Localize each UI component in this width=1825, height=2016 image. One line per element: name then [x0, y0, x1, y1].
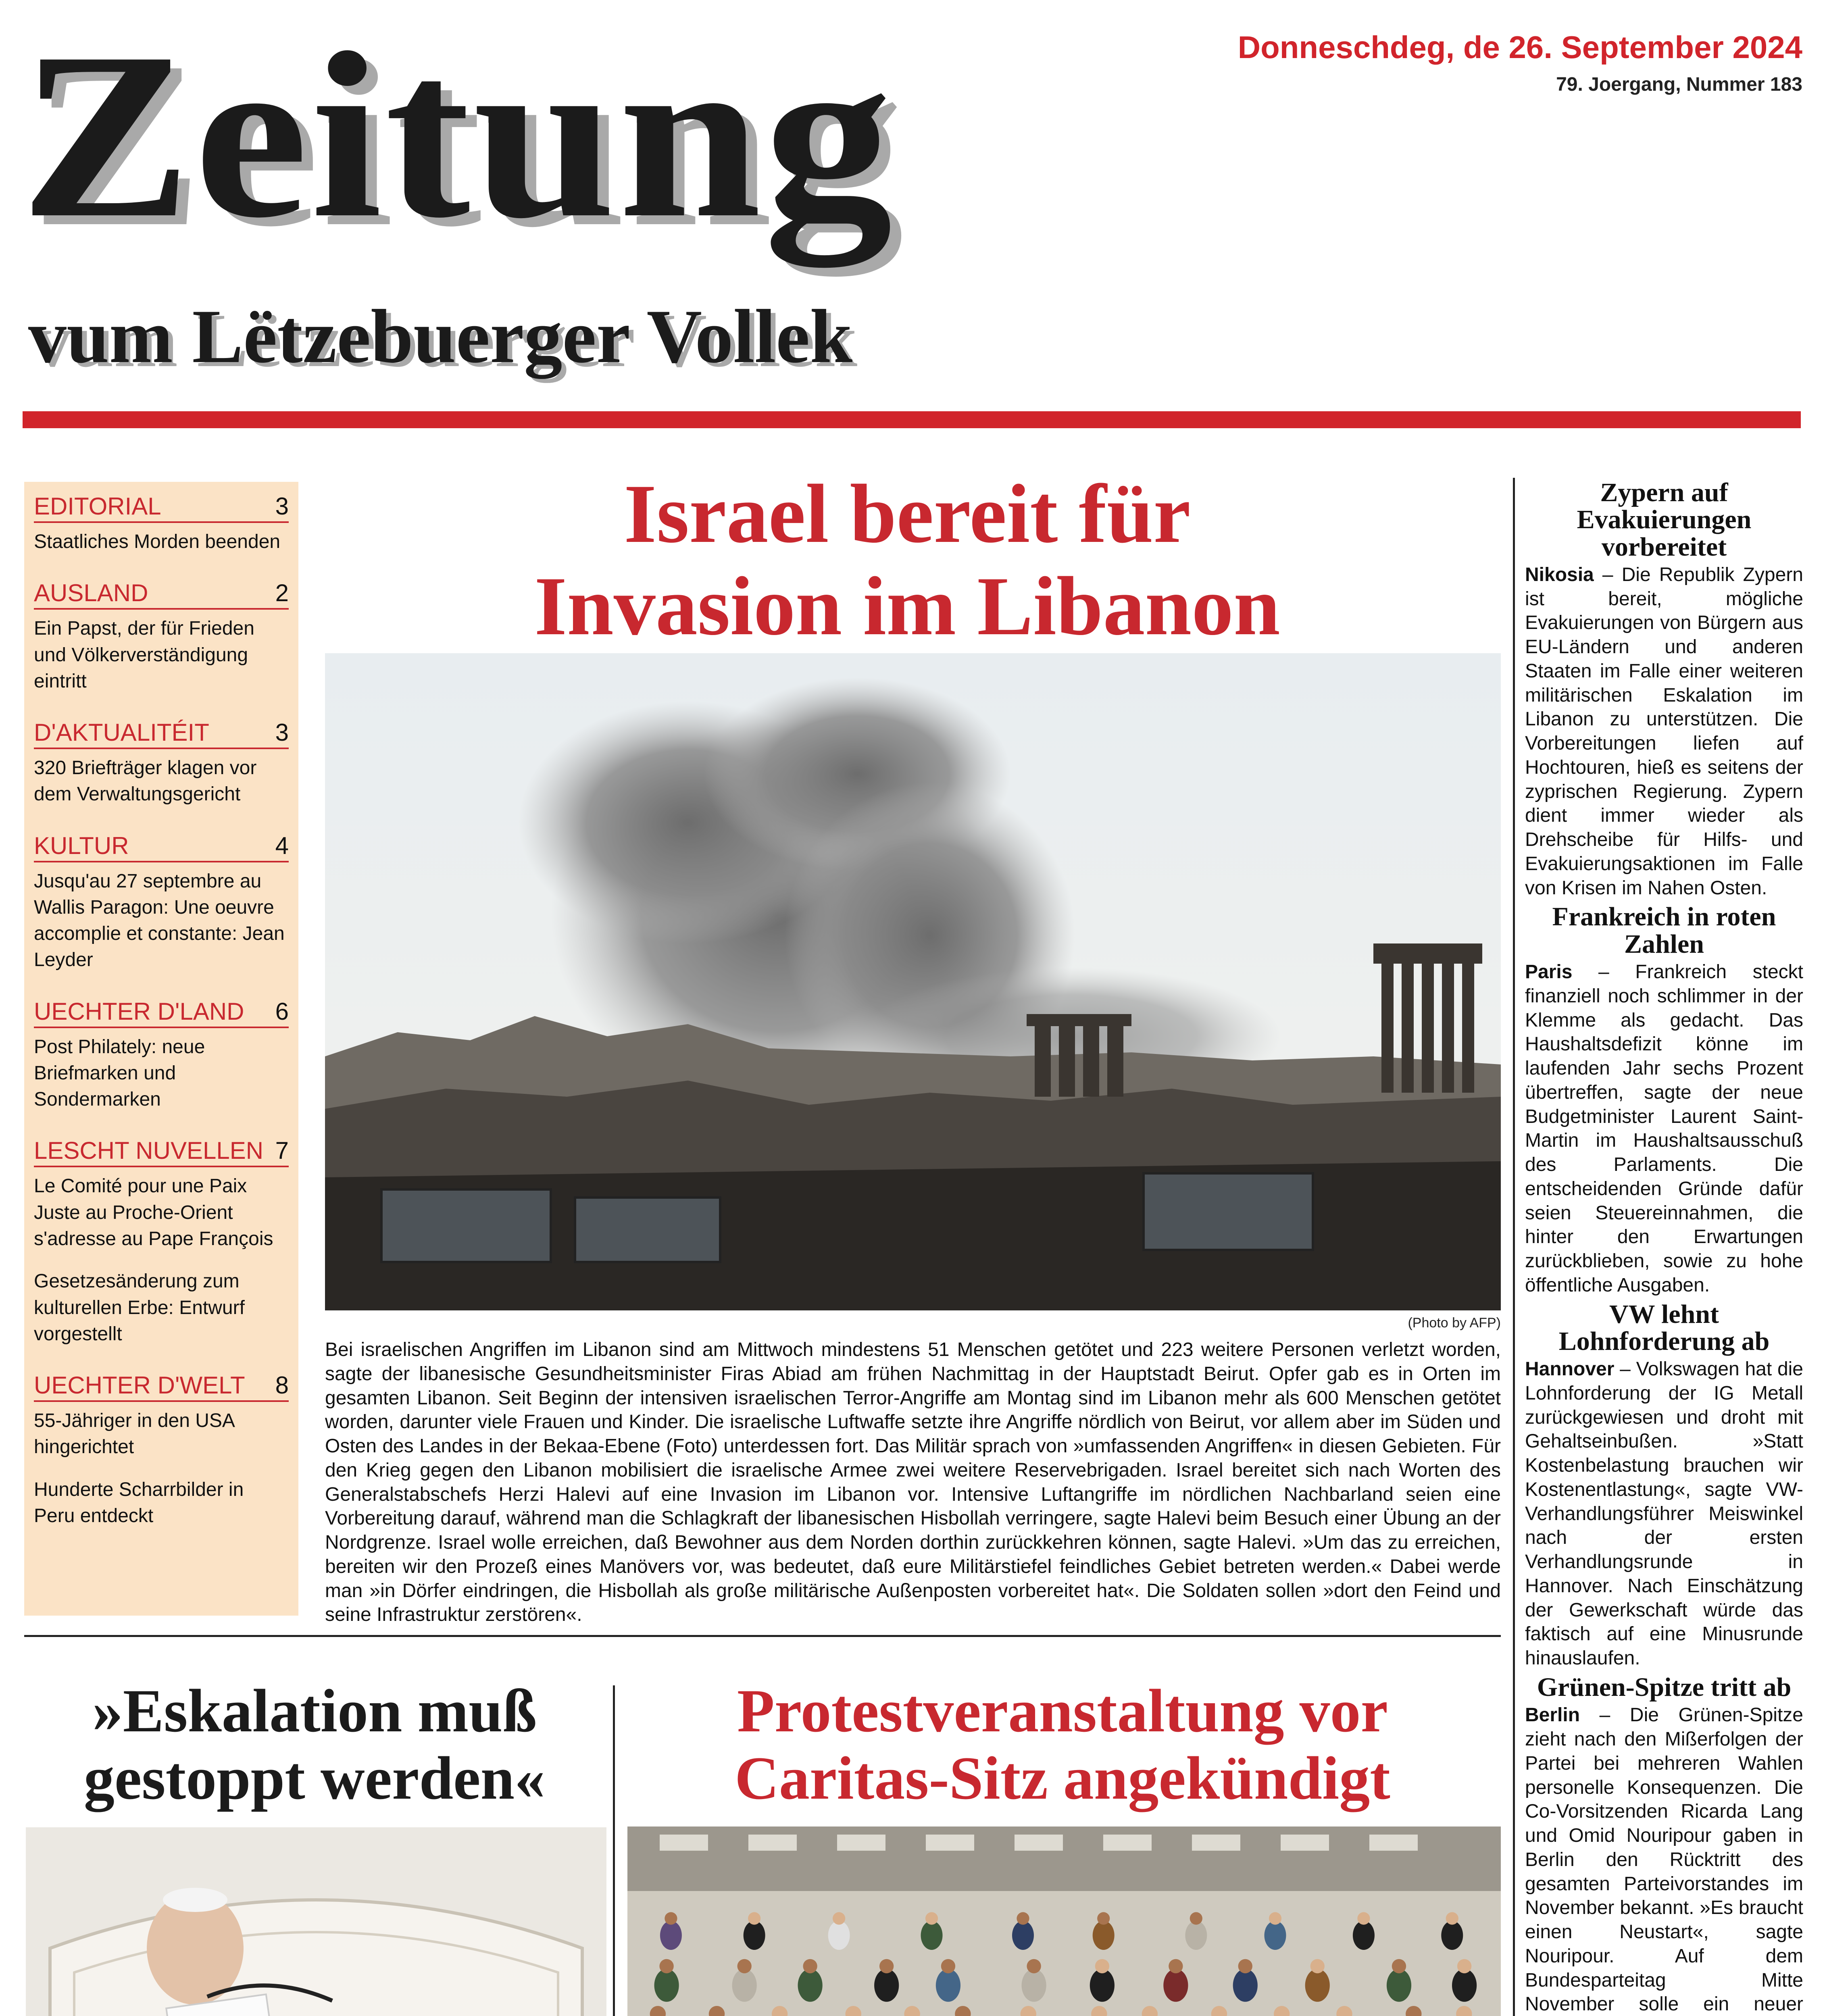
toc-section-link[interactable] [34, 719, 289, 749]
toc-item[interactable]: Jusqu'au 27 septembre au Wallis Paragon: Une oeuvre accomplie et constante: Jean Leyder [34, 870, 285, 971]
column-rule [613, 1685, 615, 2016]
caritas-headline-line: Caritas-Sitz angekündigt [735, 1744, 1390, 1812]
column-rule [1513, 478, 1515, 2016]
toc-page-number: 7 [275, 1137, 289, 1164]
brief-text: – Die Grünen-Spitze zieht nach den Mißerfolgen der Partei bei mehreren Wahlen personelle Konsequenzen. Die Co-Vorsitzenden Ricarda Lang und Omid Nouripour gaben in Berlin den Rücktritt des gesamten Parteivorstandes im November bekannt. »Es braucht einen Neustart«, sagte Nouripour. Auf dem Bundesparteitag Mitte November solle ein neuer [1525, 1704, 1803, 2015]
brief-dateline: Nikosia [1525, 564, 1594, 585]
toc-page-number: 8 [275, 1372, 289, 1399]
toc-section [34, 493, 289, 555]
toc-section [34, 1137, 289, 1347]
brief [1525, 1301, 1803, 1670]
toc-item[interactable]: Staatliches Morden beenden [34, 531, 281, 552]
toc-section-link[interactable] [34, 1137, 289, 1167]
masthead-title: Zeitung [20, 3, 895, 267]
lead-headline[interactable] [323, 468, 1492, 652]
toc-section-title: LESCHT NUVELLEN [34, 1137, 264, 1164]
photo-credit: (Photo by AFP) [1408, 1315, 1501, 1331]
brief-body [1525, 1703, 1803, 2016]
toc-section-link[interactable] [34, 1372, 289, 1402]
toc-page-number: 2 [275, 579, 289, 607]
brief-text: – Die Republik Zypern ist bereit, mögliche Evakuierungen von Bürgern aus EU-Ländern und anderen Staaten im Falle einer weiteren militärischen Eskalation im Libanon zu unterstützen. Die Vorbereitungen liefen auf Hochtouren, hieß es seitens der zyprischen Regierung. Zypern dient immer wieder als Drehscheibe für Hilfs- und Evakuierungsaktionen im Falle von Krisen im Nahen Osten. [1525, 564, 1803, 899]
toc-page-number: 3 [275, 493, 289, 520]
toc-item[interactable]: 55-Jähriger in den USA hingerichtet [34, 1410, 234, 1458]
lead-photo-smoke-over-city [325, 653, 1501, 1310]
masthead-rule [23, 411, 1801, 428]
brief [1525, 1674, 1803, 2016]
news-briefs-column [1525, 476, 1803, 2016]
pope-photo [26, 1827, 606, 2016]
toc-item[interactable]: 320 Briefträger klagen vor dem Verwaltungsgericht [34, 757, 257, 805]
brief-headline[interactable]: Frankreich in roten Zahlen [1552, 902, 1776, 959]
toc-item[interactable]: Le Comité pour une Paix Juste au Proche-Orient s'adresse au Pape François [34, 1175, 273, 1250]
pope-headline[interactable] [24, 1677, 605, 1812]
brief-dateline: Berlin [1525, 1704, 1580, 1726]
toc-section [34, 719, 289, 808]
toc-page-number: 4 [275, 832, 289, 859]
toc-section-link[interactable] [34, 580, 289, 610]
toc-item[interactable]: Gesetzesänderung zum kulturellen Erbe: Entwurf vorgestellt [34, 1270, 245, 1345]
toc-page-number: 6 [275, 998, 289, 1025]
toc-item[interactable]: Post Philately: neue Briefmarken und Sondermarken [34, 1036, 205, 1110]
toc-page-number: 3 [275, 719, 289, 746]
brief-headline[interactable]: VW lehnt Lohnforderung ab [1558, 1299, 1770, 1356]
toc-section [34, 580, 289, 694]
toc-section-link[interactable] [34, 493, 289, 523]
toc-section-title: UECHTER D'LAND [34, 998, 244, 1025]
toc-section-title: AUSLAND [34, 579, 148, 607]
lead-headline-line: Israel bereit für [624, 467, 1191, 560]
brief-text: – Frankreich steckt finanziell noch schlimmer in der Klemme als gedacht. Das Haushaltsdefizit könne im laufenden Jahr sechs Prozent übertreffen, sagte der neue Budgetminister Laurent Saint-Martin im Haushaltsausschuß des Parlaments. Die entscheidenden Gründe dafür seien Steuereinnahmen, die hinter den Erwartungen zurückblieben, sowie zu hohe öffentliche Ausgaben. [1525, 961, 1803, 1296]
toc-section-link[interactable] [34, 833, 289, 862]
contents-sidebar [24, 482, 298, 1616]
brief-headline[interactable]: Zypern auf Evakuierungen vorbereitet [1577, 478, 1752, 562]
toc-section [34, 833, 289, 973]
toc-item[interactable]: Hunderte Scharrbilder in Peru entdeckt [34, 1479, 244, 1527]
pope-headline-line: »Eskalation muß [92, 1677, 537, 1745]
brief-body [1525, 1357, 1803, 1670]
toc-section-link[interactable] [34, 998, 289, 1028]
caritas-meeting-photo [627, 1826, 1501, 2016]
brief-body [1525, 563, 1803, 900]
lead-article-body: Bei israelischen Angriffen im Libanon sind am Mittwoch mindestens 51 Menschen getötet und 223 weitere Personen verletzt worden, sagte der libanesische Gesundheitsminister Firas Abiad am frühen Nachmittag in der Hauptstadt Beirut. Opfer gab es in Orten im gesamten Libanon. Seit Beginn der intensiven israelischen Terror-Angriffe am Montag sind im Libanon mehr als 600 Menschen getötet worden, darunter viele Frauen und Kinder. Die israelische Luftwaffe setzte ihre Angriffe nördlich von Beirut, vor allem aber im Süden und Osten des Landes in der Bekaa-Ebene (Foto) unterdessen fort. Das Militär sprach von »umfassenden Angriffen« in diesen Gebieten. Für den Krieg gegen den Libanon mobilisiert die israelische Armee zwei weitere Reservebrigaden. Israel bereitet sich nach Worten des Generalstabschefs Herzi Halevi auf eine Invasion im Libanon vor. Intensive Luftangriffe im nördlichen Nachbarland seien eine Vorbereitung darauf, während man die Schlagkraft der libanesischen Hisbollah verringere, sagte Halevi beim Besuch einer Übung an der Nordgrenze. Israel wolle erreichen, daß Bewohner aus dem Norden dorthin zurückkehren können, sagte Halevi. »Um das zu erreichen, bereiten wir den Prozeß eines Manövers vor, was bedeutet, daß eure Militärstiefel feindliches Gebiet betreten werden.« Dabei werde man »in Dörfer eindringen, die Hisbollah als große militärische Außenposten vorbereitet hat«. Die Soldaten sollen »dort den Feind und seine Infrastruktur zerstören«. [325, 1339, 1501, 1626]
masthead-subtitle: vum Lëtzebuerger Vollek [28, 294, 853, 379]
brief [1525, 903, 1803, 1297]
section-rule [24, 1635, 1501, 1637]
brief [1525, 479, 1803, 900]
toc-section [34, 998, 289, 1113]
pope-headline-line: gestoppt werden« [83, 1744, 546, 1812]
toc-section [34, 1372, 289, 1529]
brief-body [1525, 960, 1803, 1297]
brief-text: – Volkswagen hat die Lohnforderung der IG Metall zurückgewiesen und droht mit Gehaltseinbußen. »Statt Kostenbelastung brauchen wir Kostenentlastung«, sagte VW-Verhandlungsführer Meiswinkel nach der ersten Verhandlungsrunde in Hannover. Nach Einschätzung der Gewerkschaft würde das faktisch auf eine Minusrunde hinauslaufen. [1525, 1358, 1803, 1669]
brief-dateline: Hannover [1525, 1358, 1615, 1380]
toc-section-title: UECHTER D'WELT [34, 1372, 245, 1399]
toc-section-title: KULTUR [34, 832, 129, 859]
caritas-headline-line: Protestveranstaltung vor [737, 1677, 1388, 1745]
brief-dateline: Paris [1525, 961, 1573, 983]
brief-headline[interactable]: Grünen-Spitze tritt ab [1537, 1672, 1792, 1702]
caritas-headline[interactable] [625, 1677, 1500, 1812]
lead-headline-line: Invasion im Libanon [534, 559, 1280, 652]
toc-item[interactable]: Ein Papst, der für Frieden und Völkerverständigung eintritt [34, 618, 254, 692]
issue-date: Donneschdeg, de 26. September 2024 [1238, 29, 1802, 65]
toc-section-title: D'AKTUALITÉIT [34, 719, 209, 746]
toc-section-title: EDITORIAL [34, 493, 161, 520]
issue-number: 79. Joergang, Nummer 183 [1556, 74, 1802, 95]
